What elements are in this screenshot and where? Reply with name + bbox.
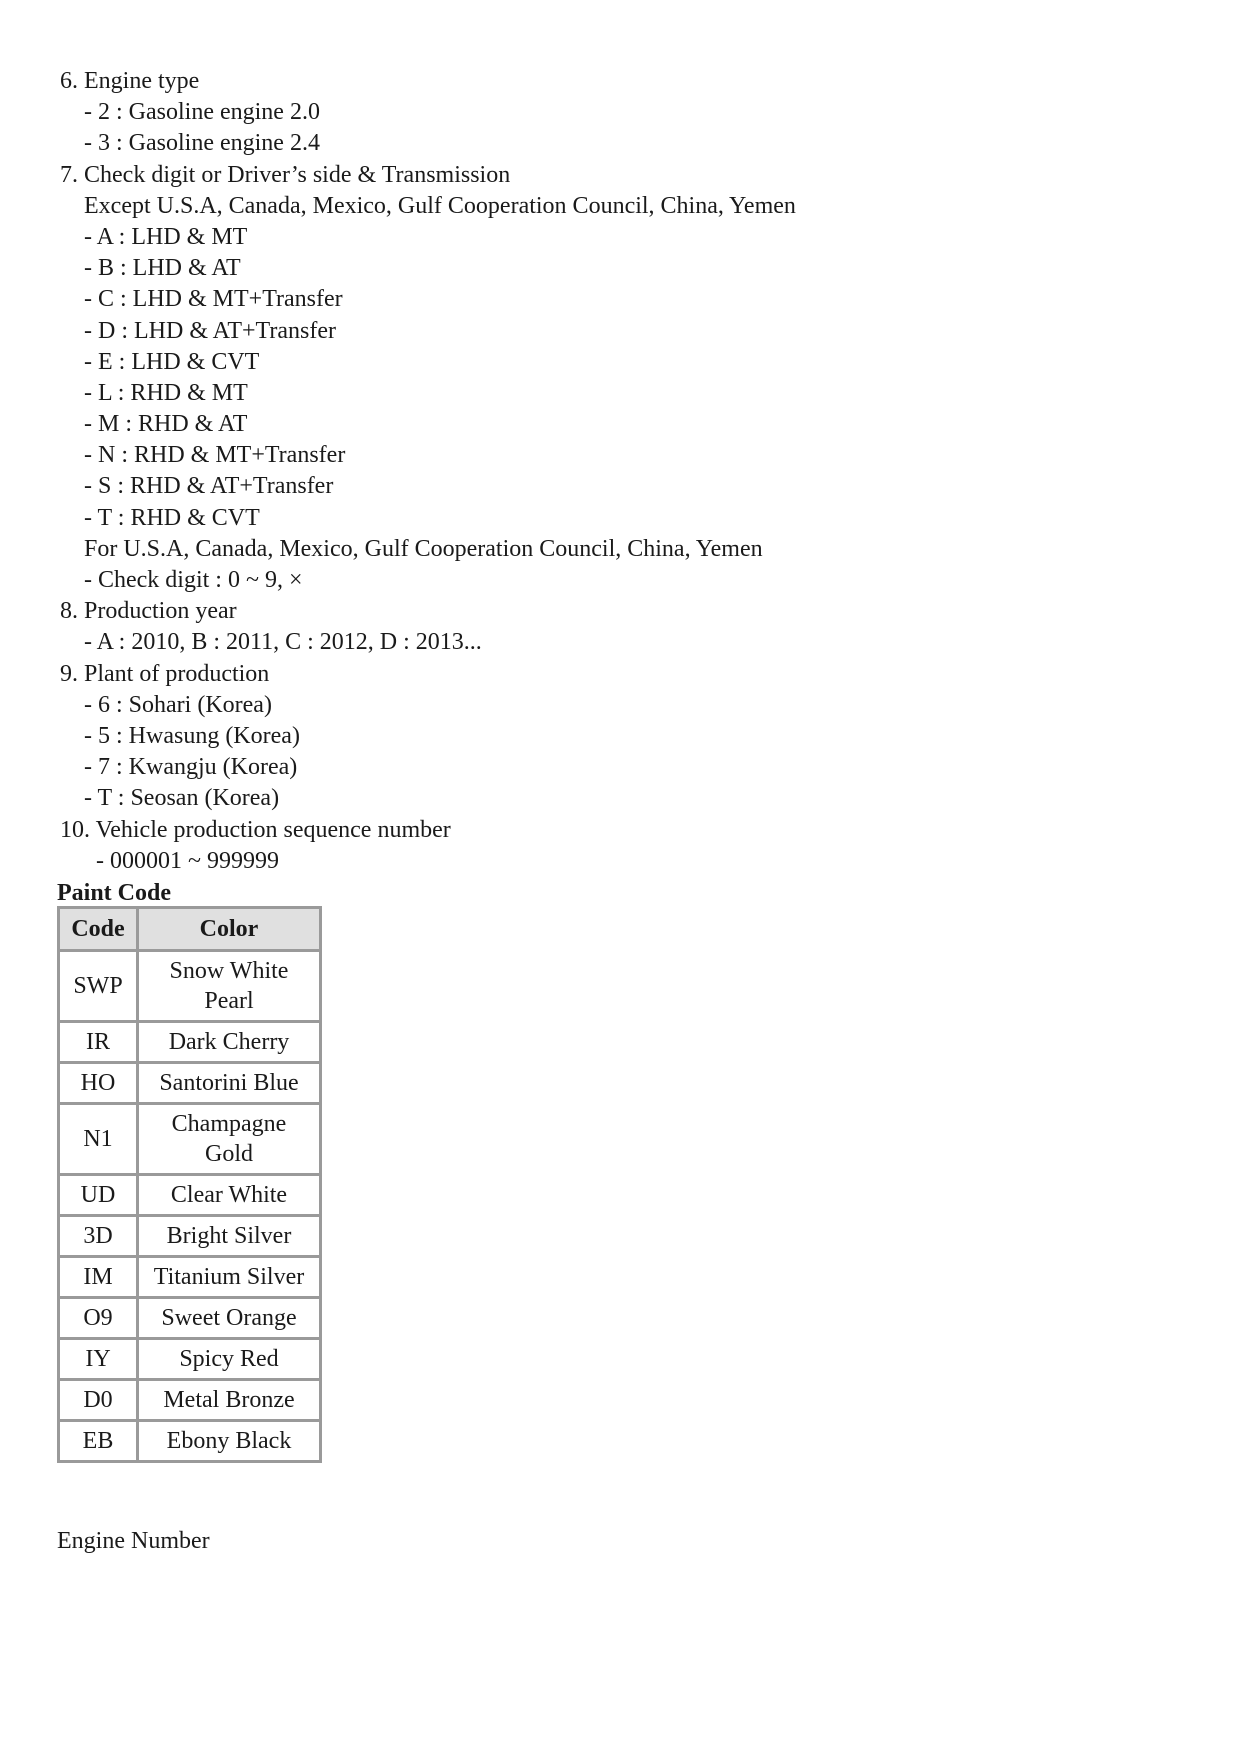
paint-code-title: Paint Code: [57, 879, 171, 906]
list-item: - M : RHD & AT: [84, 411, 248, 438]
table-row: [59, 1298, 321, 1339]
table-row: [59, 951, 321, 1022]
code-cell: SWP: [59, 951, 138, 1022]
list-item: - Check digit : 0 ~ 9, ×: [84, 567, 303, 593]
except-note: Except U.S.A, Canada, Mexico, Gulf Cooperation Council, China, Yemen: [84, 192, 796, 219]
for-note: For U.S.A, Canada, Mexico, Gulf Cooperation Council, China, Yemen: [84, 535, 763, 562]
list-item: - S : RHD & AT+Transfer: [84, 473, 334, 500]
table-row: [59, 1063, 321, 1104]
table-row: [59, 1257, 321, 1298]
table-header-row: [59, 908, 321, 951]
table-row: [59, 1421, 321, 1462]
list-item: - D : LHD & AT+Transfer: [84, 317, 336, 344]
color-cell: Bright Silver: [138, 1216, 321, 1257]
table-row: [59, 1380, 321, 1421]
color-cell: Spicy Red: [138, 1339, 321, 1380]
color-line: Champagne: [171, 1111, 287, 1137]
list-item: - B : LHD & AT: [84, 255, 241, 282]
list-item: - T : RHD & CVT: [84, 504, 260, 531]
code-cell: D0: [59, 1380, 138, 1421]
sequence-heading: 10. Vehicle production sequence number: [60, 816, 451, 843]
color-cell: Dark Cherry: [138, 1022, 321, 1063]
engine-type-heading: 6. Engine type: [60, 68, 200, 94]
code-cell: O9: [59, 1298, 138, 1339]
list-item: - T : Seosan (Korea): [84, 785, 280, 812]
code-cell: 3D: [59, 1216, 138, 1257]
list-item: - 6 : Sohari (Korea): [84, 691, 272, 718]
list-item: - N : RHD & MT+Transfer: [84, 442, 346, 469]
code-cell: IR: [59, 1022, 138, 1063]
engine-number-heading: Engine Number: [57, 1528, 210, 1554]
list-item: - A : 2010, B : 2011, C : 2012, D : 2013...: [84, 629, 482, 656]
table-row: [59, 1339, 321, 1380]
color-cell: Santorini Blue: [138, 1063, 321, 1104]
code-cell: EB: [59, 1421, 138, 1462]
code-cell: IY: [59, 1339, 138, 1380]
color-cell: Sweet Orange: [138, 1298, 321, 1339]
table-row: [59, 1175, 321, 1216]
paint-code-table: [57, 906, 322, 1463]
code-cell: IM: [59, 1257, 138, 1298]
list-item: - 7 : Kwangju (Korea): [84, 754, 298, 781]
code-cell: UD: [59, 1175, 138, 1216]
list-item: - C : LHD & MT+Transfer: [84, 286, 343, 313]
color-cell: [138, 951, 321, 1022]
vin-description: [0, 66, 1242, 909]
list-item: - A : LHD & MT: [84, 223, 248, 250]
table-row: [59, 1022, 321, 1063]
color-line: Pearl: [204, 988, 254, 1014]
color-cell: [138, 1104, 321, 1175]
code-column-header: Code: [59, 908, 138, 951]
table-row: [59, 1104, 321, 1175]
list-item: - 2 : Gasoline engine 2.0: [84, 99, 320, 126]
code-cell: HO: [59, 1063, 138, 1104]
check-digit-heading: 7. Check digit or Driver’s side & Transmission: [60, 161, 511, 188]
list-item: - 5 : Hwasung (Korea): [84, 722, 300, 749]
list-item: - 000001 ~ 999999: [96, 847, 279, 874]
color-line: Gold: [205, 1141, 253, 1167]
table-row: [59, 1216, 321, 1257]
list-item: - L : RHD & MT: [84, 379, 248, 406]
list-item: - 3 : Gasoline engine 2.4: [84, 130, 320, 157]
color-cell: Metal Bronze: [138, 1380, 321, 1421]
plant-heading: 9. Plant of production: [60, 660, 270, 687]
color-cell: Titanium Silver: [138, 1257, 321, 1298]
color-line: Snow White: [169, 958, 289, 984]
code-cell: N1: [59, 1104, 138, 1175]
color-cell: Ebony Black: [138, 1421, 321, 1462]
production-year-heading: 8. Production year: [60, 598, 237, 625]
color-column-header: Color: [138, 908, 321, 951]
color-cell: Clear White: [138, 1175, 321, 1216]
list-item: - E : LHD & CVT: [84, 348, 260, 375]
